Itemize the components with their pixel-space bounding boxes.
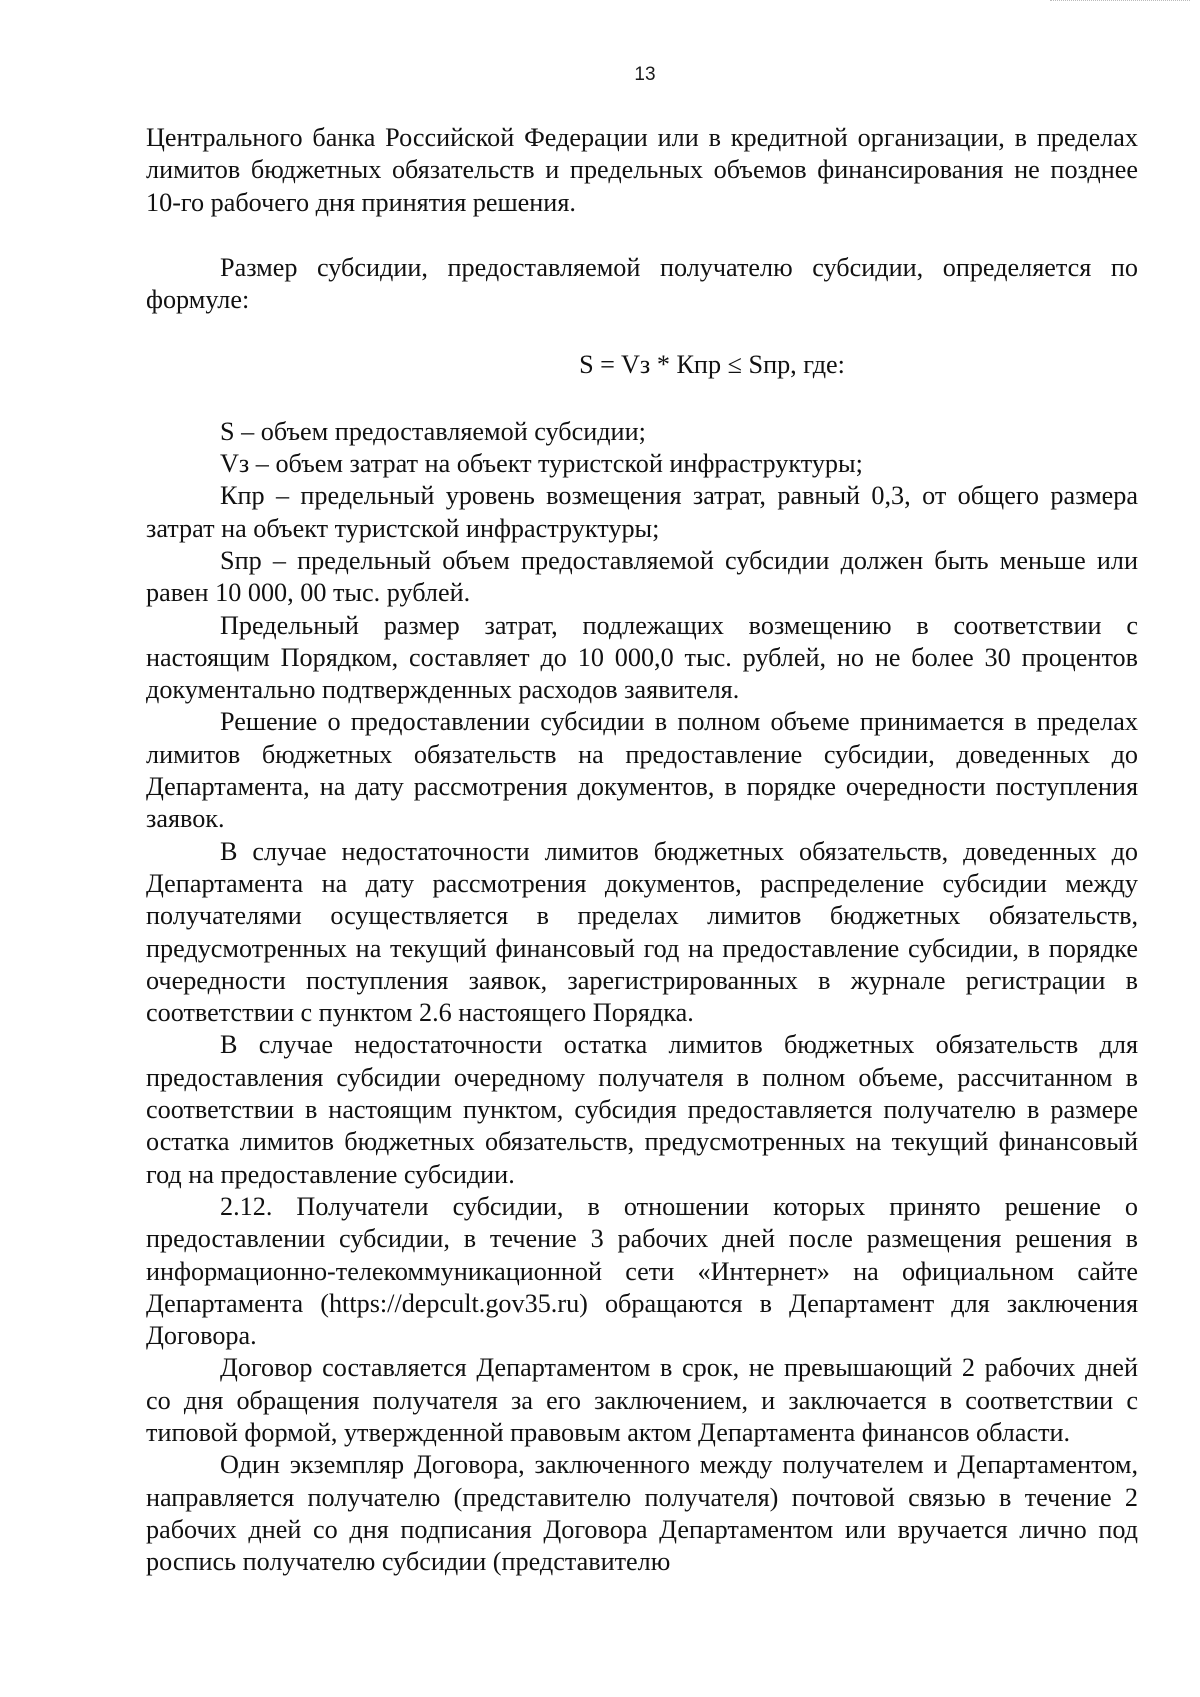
paragraph-7: 2.12. Получатели субсидии, в отношении которых принято решение о предоставлении субсидии, в течение 3 рабочих дней после размещения решения в информационно-телекоммуникационной сети «Интернет» на официальном сайте Департамента (https://depcult.gov35.ru) обращаются в Департамент для заключения Договора. (146, 1191, 1138, 1351)
subsidy-formula: S = Vз * Кпр ≤ Sпр, где: (579, 350, 845, 380)
term-spr: Sпр – предельный объем предоставляемой субсидии должен быть меньше или равен 10 000, 00 тыс. рублей. (146, 545, 1138, 608)
term-kpr: Кпр – предельный уровень возмещения затрат, равный 0,3, от общего размера затрат на объект туристской инфраструктуры; (146, 481, 1138, 543)
paragraph-5: В случае недостаточности лимитов бюджетных обязательств, доведенных до Департамента на дату рассмотрения документов, распределение субсидии между получателями осуществляется в пределах лимитов бюджетных обязательств, предусмотренных на текущий финансовый год на предоставление субсидии, в порядке очередности поступления заявок, зарегистрированных в журнале регистрации в соответствии с пунктом 2.6 настоящего Порядка. (146, 836, 1138, 1028)
paragraph-8: Договор составляется Департаментом в срок, не превышающий 2 рабочих дней со дня обращения получателя за его заключением, и заключается в соответствии с типовой формой, утвержденной правовым актом Департамента финансов области. (146, 1353, 1138, 1447)
paragraph-4: Решение о предоставлении субсидии в полном объеме принимается в пределах лимитов бюджетных обязательств на предоставление субсидии, доведенных до Департамента, на дату рассмотрения документов, в порядке очередности поступления заявок. (146, 707, 1138, 834)
paragraph-9: Один экземпляр Договора, заключенного между получателем и Департаментом, направляется получателю (представителю получателя) почтовой связью в течение 2 рабочих дней со дня подписания Договора Департаментом или вручается лично под роспись получателю субсидии (представителю (146, 1450, 1138, 1577)
paragraph-1: Центрального банка Российской Федерации или в кредитной организации, в пределах лимитов бюджетных обязательств и предельных объемов финансирования не позднее 10-го рабочего дня принятия решения. (146, 123, 1138, 217)
term-s: S – объем предоставляемой субсидии; (220, 416, 646, 446)
paragraph-2: Размер субсидии, предоставляемой получателю субсидии, определяется по формуле: (146, 252, 1138, 315)
scan-edge-mark (1050, 0, 1190, 7)
paragraph-6: В случае недостаточности остатка лимитов бюджетных обязательств для предоставления субсидии очередному получателя в полном объеме, рассчитанном в соответствии в настоящим пунктом, субсидия предоставляется получателю в размере остатка лимитов бюджетных обязательств, предусмотренных на текущий финансовый год на предоставление субсидии. (146, 1030, 1138, 1189)
document-body (146, 122, 1138, 1578)
paragraph-3: Предельный размер затрат, подлежащих возмещению в соответствии с настоящим Порядком, составляет до 10 000,0 тыс. рублей, но не более 30 процентов документально подтвержденных расходов заявителя. (146, 610, 1138, 705)
page-number: 13 (634, 64, 656, 85)
term-vz: Vз – объем затрат на объект туристской инфраструктуры; (220, 449, 863, 479)
